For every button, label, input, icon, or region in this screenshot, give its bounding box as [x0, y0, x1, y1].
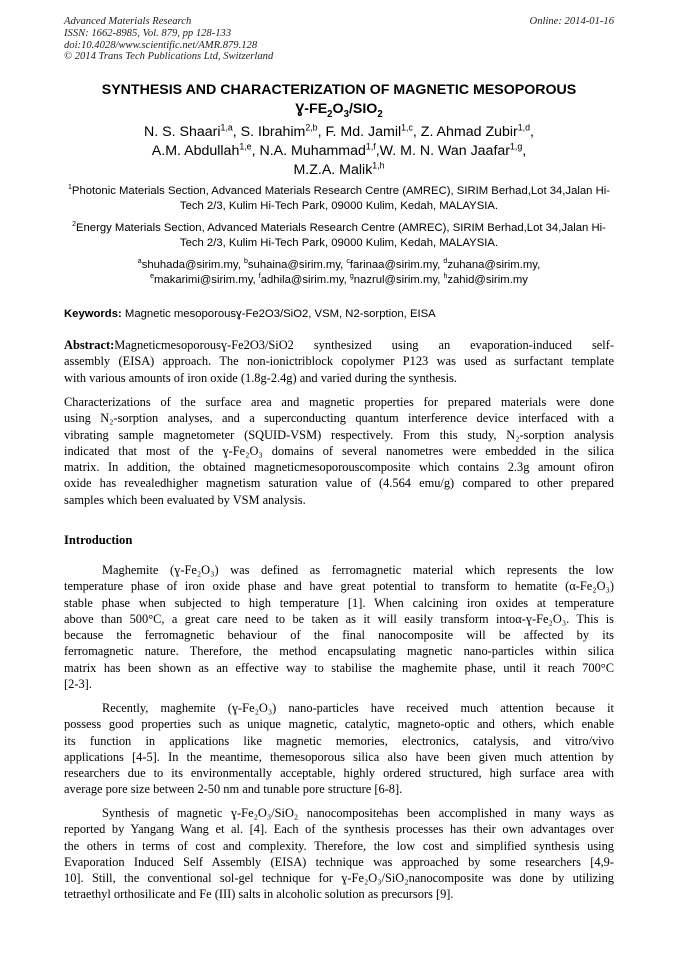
text-line: Recently, maghemite (ɣ-Fe₂O₃) nano-particles have received much attention because it: [102, 701, 614, 715]
affiliation-2: $^2$Energy Materials Section, Advanced Materials Research Centre (AMREC), SIRIM Berhad,Lot 34,Jalan Hi-Tech 2/3, Kulim Hi-Tech Park, 09000 Kulim, Kedah, MALAYSIA.: [72, 221, 606, 249]
text-line: samples which been evaluated by VSM analysis.: [64, 492, 306, 507]
author-line-1: N. S. Shaari$^{1,a}$, S. Ibrahim$^{2,b}$, F. Md. Jamil$^{1,c}$, Z. Ahmad Zubir$^{1,d}$,: [144, 122, 534, 140]
email-link[interactable]: suhaina@sirim.my: [247, 259, 341, 271]
author-name: S. Ibrahim: [240, 124, 306, 140]
text-line: tetraethyl orthosilicate and Fe (III) salts in alcoholic solution as precursors [9].: [64, 887, 454, 902]
text-line: because the ferromagnetic behaviour of the final nanocomposite will be affected by its: [64, 628, 614, 643]
email-link[interactable]: shuhada@sirim.my: [141, 259, 238, 271]
keywords: [64, 307, 614, 322]
text-line: the others in terms of cost and complexity. Therefore, the low cost and simplified synthesis using: [64, 838, 614, 853]
email-link[interactable]: zuhana@sirim.my: [447, 259, 538, 271]
text-line: using N₂-sorption analyses, and a superconducting quantum interference device interfaced with a: [64, 411, 614, 426]
text-line: matrix has been shown as an effective way to stabilise the maghemite phase, until it reach 700°C: [64, 660, 614, 675]
email-link[interactable]: zahid@sirim.my: [447, 274, 528, 286]
text-line: researchers due to its environmentally acceptable, highly ordered structured, high surface area with: [64, 766, 614, 781]
doi-line: doi:10.4028/www.scientific.net/AMR.879.128: [64, 39, 258, 51]
email-link[interactable]: farinaa@sirim.my: [349, 259, 438, 271]
abstract-line: with various amounts of iron oxide (1.8g-2.4g) and varied during the synthesis.: [64, 370, 457, 385]
email-link[interactable]: adhila@sirim.my: [260, 274, 344, 286]
affiliation-1: $^1$Photonic Materials Section, Advanced Materials Research Centre (AMREC), SIRIM Berhad,Lot 34,Jalan Hi-Tech 2/3, Kulim Hi-Tech Park, 09000 Kulim, Kedah, MALAYSIA.: [68, 184, 610, 212]
journal-header-info: [64, 16, 273, 63]
keywords-label: Keywords:: [64, 308, 122, 320]
text-line: reported by Yangang Wang et al. [4]. Each of the synthesis processes has their own advantages over: [64, 822, 614, 837]
keywords-text: Magnetic mesoporousɣ-Fe2O3/SiO2, VSM, N2-sorption, EISA: [121, 308, 436, 320]
author-name: W. M. N. Wan Jaafar: [379, 143, 510, 159]
text-line: temperature phase of iron oxide phase and have great potential to transform to hematite (α-Fe₂O₃): [64, 579, 614, 594]
text-line: Characterizations of the surface area and magnetic properties for prepared materials were done: [64, 395, 614, 409]
journal-name: Advanced Materials Research: [64, 16, 192, 27]
email-line-2: $^e$makarimi@sirim.my, $^f$adhila@sirim.my, $^g$nazrul@sirim.my, $^h$zahid@sirim.my: [150, 273, 528, 286]
author-name: N. S. Shaari: [144, 124, 221, 140]
abstract-line: Abstract:Magneticmesoporousɣ-Fe2O3/SiO2 synthesized using an evaporation-induced self-: [64, 338, 614, 352]
email-line-1: $^a$shuhada@sirim.my, $^b$suhaina@sirim.my, $^c$farinaa@sirim.my, $^d$zuhana@sirim.my,: [137, 258, 541, 271]
title-line-2: $Ɣ-FE_2O_3/SIO_2$: [295, 101, 383, 120]
text-line: applications [4-5]. In the meantime, themesoporous silica also have been given much attention by: [64, 749, 614, 764]
text-line: Synthesis of magnetic ɣ-Fe₂O₃/SiO₂ nanocompositehas been accomplished in many ways as: [102, 806, 614, 820]
text-line: its function in applications like magnetic memories, electronics, catalysis, and vitro/vivo: [64, 733, 614, 748]
abstract-label: Abstract:: [64, 338, 115, 352]
copyright-line: © 2014 Trans Tech Publications Ltd, Switzerland: [64, 51, 274, 63]
text-line: Evaporation Induced Self Assembly (EISA) technique was approached by some researchers [4,9-: [64, 854, 614, 869]
email-list: [64, 258, 614, 288]
intro-paragraph-2: [64, 700, 614, 798]
abstract-line: assembly (EISA) approach. The non-ionictriblock copolymer P123 was used as surfactant template: [64, 354, 614, 369]
author-name: N.A. Muhammad: [259, 143, 366, 159]
title-line-1: SYNTHESIS AND CHARACTERIZATION OF MAGNETIC MESOPOROUS: [101, 82, 577, 98]
abstract-paragraph-2: [64, 394, 614, 508]
author-line-3: M.Z.A. Malik$^{1,h}$: [293, 160, 385, 178]
text-line: stable phase when subjected to high temperature [1]. When calcining iron oxides at temperature: [64, 595, 614, 610]
author-name: M.Z.A. Malik: [293, 162, 373, 178]
text-line: matrix. In addition, the obtained magneticmesoporouscomposite which contains 2.3g amount ofiron: [64, 460, 614, 475]
abstract: [64, 337, 614, 386]
author-list: [52, 123, 626, 180]
text-line: indicated that most of the ɣ-Fe₂O₃ domains of several nanometres were embedded in the silica: [64, 443, 614, 458]
text-line: 10]. Still, the conventional sol-gel technique for ɣ-Fe₂O₃/SiO₂nanocomposite was done by utilizing: [64, 871, 614, 886]
text-line: average pore size between 2-50 nm and tunable pore structure [6-8].: [64, 782, 403, 797]
issn-line: ISSN: 1662-8985, Vol. 879, pp 128-133: [64, 27, 232, 39]
online-date: Online: 2014-01-16: [529, 16, 614, 27]
text-line: Maghemite (ɣ-Fe₂O₃) was defined as ferromagnetic material which represents the low: [102, 563, 614, 577]
text-line: possess good properties such as unique magnetic, catalytic, magneto-optic and others, which enable: [64, 717, 614, 732]
text-line: ferromagnetic nature. Therefore, the method encapsulating magnetic nano-particles within silica: [64, 644, 614, 659]
email-link[interactable]: makarimi@sirim.my: [154, 274, 253, 286]
intro-paragraph-3: [64, 805, 614, 903]
author-name: A.M. Abdullah: [151, 143, 240, 159]
text-line: vibrating sample magnetometer (SQUID-VSM) respectively. From this study, N₂-sorption analysis: [64, 427, 614, 442]
text-line: oxide has revealedhigher magnetism saturation value of (4.564 emu/g) compared to other prepared: [64, 476, 614, 491]
paper-title: [52, 81, 626, 119]
author-line-2: A.M. Abdullah$^{1,e}$, N.A. Muhammad$^{1,f}$,W. M. N. Wan Jaafar$^{1,g}$,: [151, 141, 527, 159]
author-name: F. Md. Jamil: [325, 124, 402, 140]
email-link[interactable]: nazrul@sirim.my: [353, 274, 438, 286]
section-heading-introduction: Introduction: [64, 533, 133, 547]
intro-paragraph-1: [64, 562, 614, 692]
author-name: Z. Ahmad Zubir: [420, 124, 518, 140]
text-line: above than 500°C, a great care need to be taken as it will easily transform intoα-ɣ-Fe₂O₃. This is: [64, 611, 614, 626]
text-line: [2-3].: [64, 677, 92, 692]
